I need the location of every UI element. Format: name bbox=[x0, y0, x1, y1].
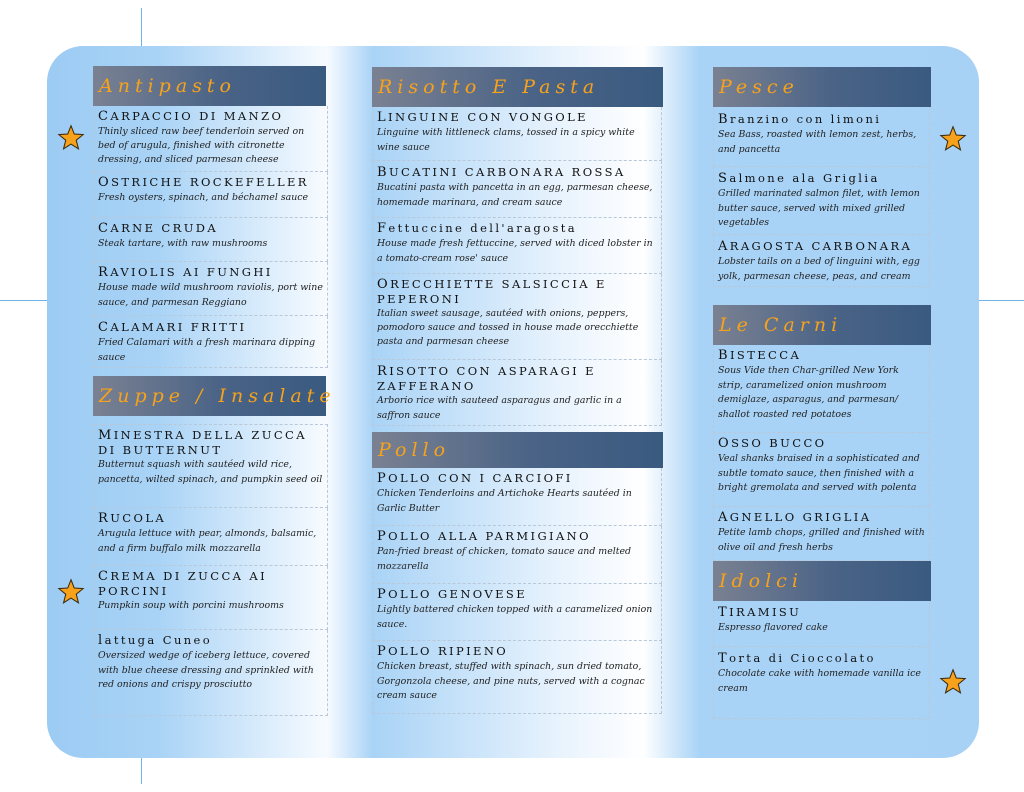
item-name: MINESTRA DELLA ZUCCA DI BUTTERNUT bbox=[98, 428, 307, 457]
menu-item bbox=[372, 360, 662, 426]
item-description: House made fresh fettuccine, served with diced lobster in a tomato-cream rose' sauce bbox=[377, 238, 653, 264]
section-header bbox=[713, 561, 931, 601]
menu-item bbox=[93, 508, 328, 566]
item-name: CALAMARI FRITTI bbox=[98, 320, 247, 335]
star-icon bbox=[57, 578, 85, 606]
section-title: Risotto E Pasta bbox=[378, 76, 600, 98]
menu-item bbox=[372, 274, 662, 360]
item-name: CARPACCIO DI MANZO bbox=[98, 109, 284, 124]
item-description: Thinly sliced raw beef tenderloin served on bed of arugula, finished with citronette dressing, and sliced parmesan cheese bbox=[98, 126, 305, 165]
menu-item bbox=[372, 526, 662, 584]
item-description: Steak tartare, with raw mushrooms bbox=[98, 238, 268, 249]
menu-item bbox=[93, 424, 328, 508]
section-title: Pesce bbox=[719, 76, 799, 98]
section-title: Le Carni bbox=[719, 314, 843, 336]
section-title: Zuppe / Insalate bbox=[99, 385, 336, 407]
menu-item bbox=[93, 106, 328, 172]
item-name: OSSO BUCCO bbox=[718, 436, 827, 451]
star-icon bbox=[57, 124, 85, 152]
item-name: RISOTTO CON ASPARAGI E ZAFFERANO bbox=[377, 364, 596, 393]
item-description: Veal shanks braised in a sophisticated and subtle tomato sauce, then finished with a bright gremolata and served with polenta bbox=[718, 453, 920, 493]
item-name: Fettuccine dell'aragosta bbox=[377, 221, 578, 236]
item-name: AGNELLO GRIGLIA bbox=[718, 510, 872, 525]
item-description: Lightly battered chicken topped with a caramelized onion sauce. bbox=[377, 604, 653, 630]
item-name: LINGUINE CON VONGOLE bbox=[377, 110, 588, 125]
item-description: Arborio rice with sauteed asparagus and garlic in a saffron sauce bbox=[377, 395, 622, 421]
item-name: TIRAMISU bbox=[718, 605, 802, 620]
item-name: RUCOLA bbox=[98, 511, 167, 526]
section-header bbox=[372, 67, 663, 107]
section-title: Pollo bbox=[378, 439, 451, 461]
item-name: CARNE CRUDA bbox=[98, 221, 219, 236]
item-description: Bucatini pasta with pancetta in an egg, parmesan cheese, homemade marinara, and cream sauce bbox=[377, 182, 653, 208]
menu-item bbox=[372, 107, 662, 161]
menu-item bbox=[713, 107, 930, 167]
item-description: Arugula lettuce with pear, almonds, balsamic, and a firm buffalo milk mozzarella bbox=[98, 528, 317, 554]
item-name: Salmone ala Griglia bbox=[718, 171, 880, 186]
section-header bbox=[372, 432, 663, 468]
menu-item bbox=[93, 630, 328, 716]
item-name: BUCATINI CARBONARA ROSSA bbox=[377, 165, 626, 180]
menu-item bbox=[713, 235, 930, 287]
item-name: CREMA DI ZUCCA AI PORCINI bbox=[98, 569, 268, 598]
item-description: Pumpkin soup with porcini mushrooms bbox=[98, 600, 284, 611]
item-description: Grilled marinated salmon filet, with lemon butter sauce, served with mixed grilled vegetables bbox=[718, 188, 920, 228]
item-name: Torta di Cioccolato bbox=[718, 651, 876, 666]
menu-item bbox=[713, 433, 930, 507]
menu-item bbox=[713, 647, 930, 719]
section-header bbox=[713, 67, 931, 107]
menu-item bbox=[93, 316, 328, 368]
menu-item bbox=[372, 584, 662, 641]
item-description: Fried Calamari with a fresh marinara dipping sauce bbox=[98, 337, 316, 363]
item-name: ORECCHIETTE SALSICCIA E PEPERONI bbox=[377, 277, 607, 306]
item-description: Espresso flavored cake bbox=[718, 622, 828, 633]
item-name: BISTECCA bbox=[718, 348, 802, 363]
item-name: ARAGOSTA CARBONARA bbox=[718, 239, 913, 254]
menu-item bbox=[372, 161, 662, 218]
menu-item bbox=[93, 566, 328, 630]
item-name: POLLO CON I CARCIOFI bbox=[377, 471, 573, 486]
item-description: Chocolate cake with homemade vanilla ice cream bbox=[718, 668, 921, 694]
menu-item bbox=[372, 468, 662, 526]
item-description: Oversized wedge of iceberg lettuce, covered with blue cheese dressing and sprinkled with red onions and crispy prosciutto bbox=[98, 650, 314, 690]
section-title: Idolci bbox=[719, 570, 803, 592]
menu-item bbox=[372, 218, 662, 274]
menu-item bbox=[372, 641, 662, 714]
item-description: Fresh oysters, spinach, and béchamel sauce bbox=[98, 192, 309, 203]
item-description: Butternut squash with sautéed wild rice, pancetta, wilted spinach, and pumpkin seed oil bbox=[98, 459, 323, 485]
star-icon bbox=[939, 125, 967, 153]
item-description: Pan-fried breast of chicken, tomato sauce and melted mozzarella bbox=[377, 546, 632, 572]
item-description: Chicken Tenderloins and Artichoke Hearts sautéed in Garlic Butter bbox=[377, 488, 632, 514]
item-name: POLLO GENOVESE bbox=[377, 587, 527, 602]
item-description: Chicken breast, stuffed with spinach, sun dried tomato, Gorgonzola cheese, and pine nuts, served with a cognac cream sauce bbox=[377, 661, 645, 701]
item-name: RAVIOLIS AI FUNGHI bbox=[98, 265, 273, 280]
section-header bbox=[93, 66, 326, 106]
item-description: Sous Vide then Char-grilled New York strip, caramelized onion mushroom demiglaze, asparagus, and parmesan/ shallot roasted red potatoes bbox=[718, 365, 899, 420]
menu-item bbox=[713, 345, 930, 433]
item-description: Petite lamb chops, grilled and finished with olive oil and fresh herbs bbox=[718, 527, 925, 553]
star-icon bbox=[939, 668, 967, 696]
item-description: Sea Bass, roasted with lemon zest, herbs, and pancetta bbox=[718, 129, 917, 155]
menu-item bbox=[93, 262, 328, 316]
item-name: POLLO ALLA PARMIGIANO bbox=[377, 529, 591, 544]
section-header bbox=[713, 305, 931, 345]
section-header bbox=[93, 376, 336, 416]
item-name: OSTRICHE ROCKEFELLER bbox=[98, 175, 309, 190]
menu-item bbox=[713, 507, 930, 561]
menu-item bbox=[93, 218, 328, 262]
menu-item bbox=[713, 167, 930, 235]
menu-item bbox=[713, 601, 930, 647]
item-name: lattuga Cuneo bbox=[98, 633, 213, 648]
item-description: Italian sweet sausage, sautéed with onions, peppers, pomodoro sauce and tossed in house made orecchiette pasta and parmesan cheese bbox=[377, 308, 639, 348]
item-name: POLLO RIPIENO bbox=[377, 644, 509, 659]
section-title: Antipasto bbox=[99, 75, 236, 97]
item-description: Linguine with littleneck clams, tossed in a spicy white wine sauce bbox=[377, 127, 635, 153]
menu-item bbox=[93, 172, 328, 218]
item-description: House made wild mushroom raviolis, port wine sauce, and parmesan Reggiano bbox=[98, 282, 323, 308]
item-description: Lobster tails on a bed of linguini with, egg yolk, parmesan cheese, peas, and cream bbox=[718, 256, 920, 282]
item-name: Branzino con limoni bbox=[718, 112, 882, 127]
